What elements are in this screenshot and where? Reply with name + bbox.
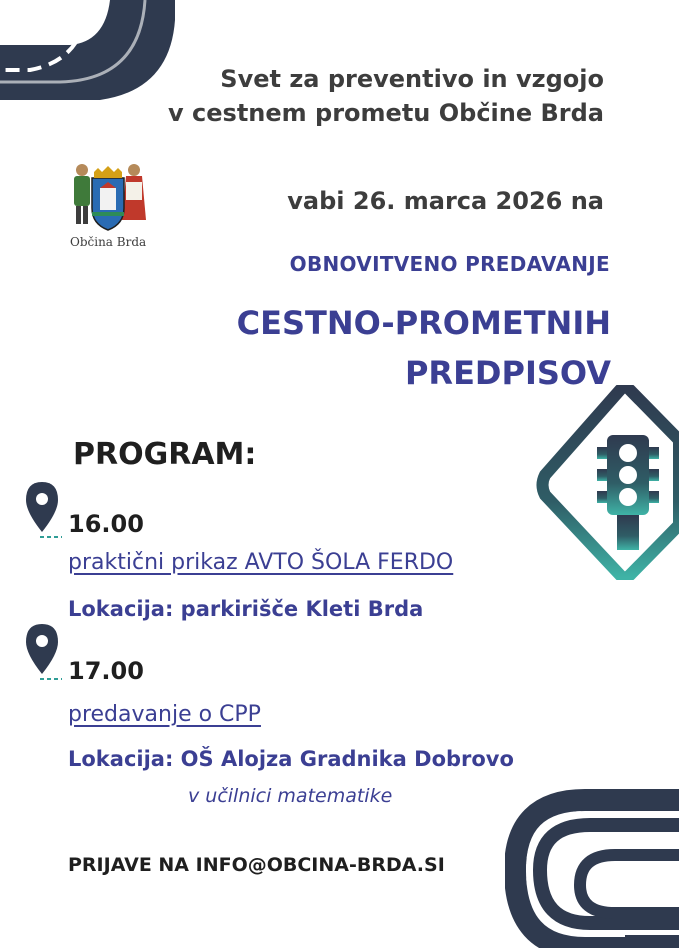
organizer-name [168, 62, 604, 130]
road-curve-icon [505, 785, 679, 948]
invite-date: vabi 26. marca 2026 na [287, 187, 604, 215]
location-pin-icon [22, 480, 62, 540]
program-heading: PROGRAM: [73, 437, 257, 472]
event-subtitle: OBNOVITVENO PREDAVANJE [289, 252, 610, 276]
program-location-1: Lokacija: parkirišče Kleti Brda [68, 597, 424, 621]
organizer-line-2: v cestnem prometu Občine Brda [168, 99, 604, 127]
program-time-1: 16.00 [68, 510, 144, 538]
logo-caption: Občina Brda [70, 235, 147, 249]
program-time-2: 17.00 [68, 657, 144, 685]
road-curve-icon [0, 0, 175, 110]
program-event-2: predavanje o CPP [68, 702, 261, 727]
signup-info: PRIJAVE NA INFO@OBCINA-BRDA.SI [68, 854, 445, 876]
organizer-line-1: Svet za preventivo in vzgojo [220, 65, 604, 93]
event-title [237, 298, 611, 398]
location-pin-icon [22, 622, 62, 682]
traffic-light-icon [535, 385, 679, 580]
program-event-1: praktični prikaz AVTO ŠOLA FERDO [68, 550, 454, 575]
event-title-line-2: PREDPISOV [404, 354, 611, 392]
program-location-2: Lokacija: OŠ Alojza Gradnika Dobrovo [68, 747, 514, 771]
event-title-line-1: CESTNO-PROMETNIH [236, 304, 611, 342]
program-location-note: v učilnici matematike [188, 785, 393, 807]
